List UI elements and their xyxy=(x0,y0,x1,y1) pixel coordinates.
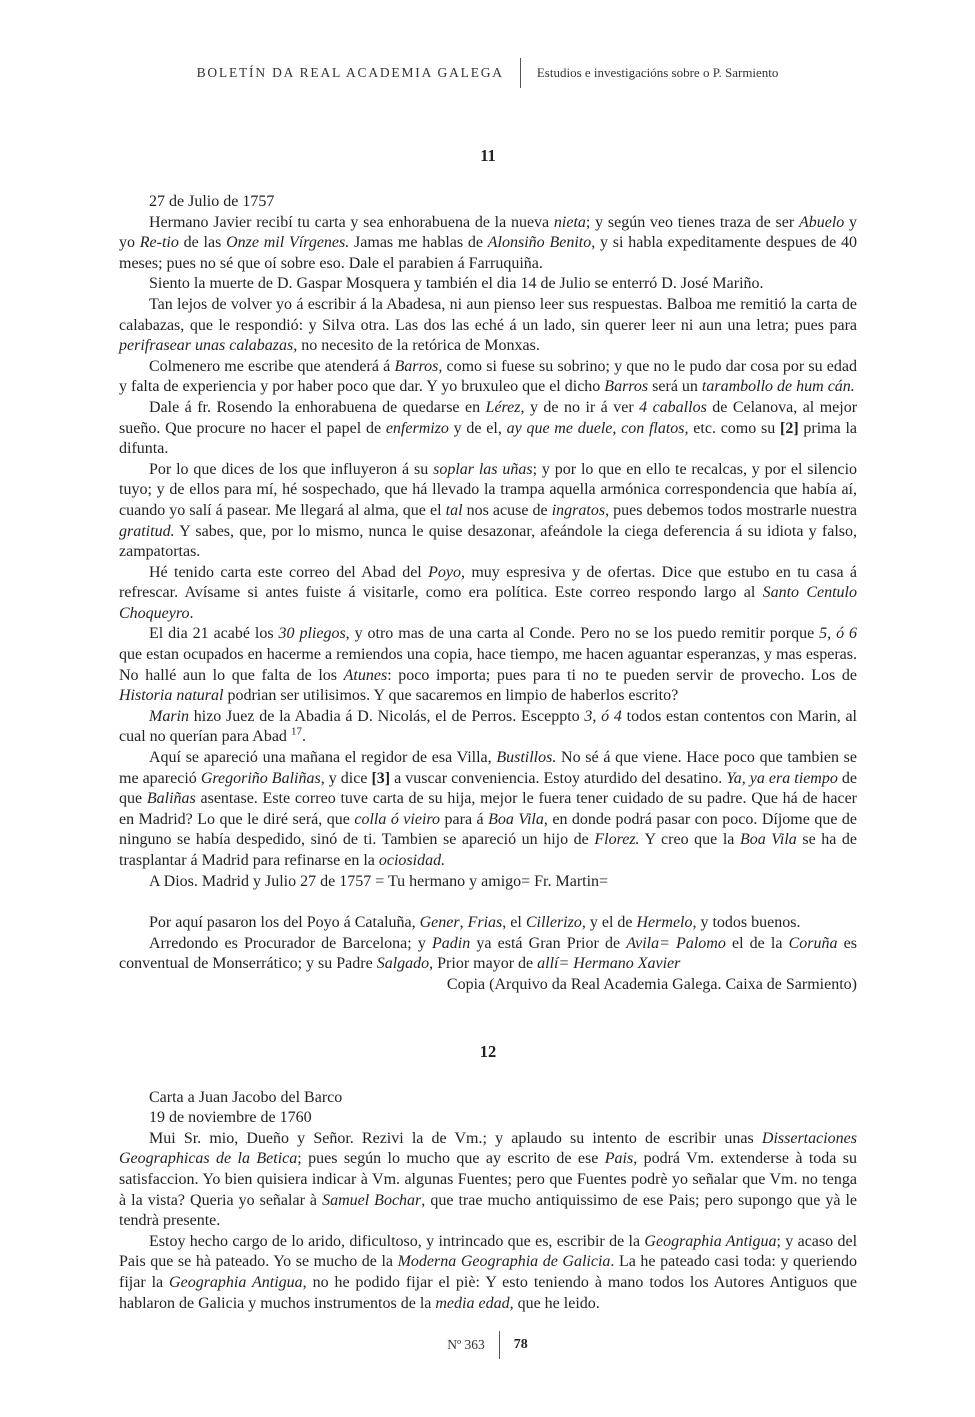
text-segment: Frias xyxy=(467,914,503,932)
letter-section xyxy=(119,146,857,996)
paragraph xyxy=(119,192,857,213)
text-segment: , que trae mucho antiquissimo de ese Pais; pero supongo que yà le tendrà presente. xyxy=(119,1191,858,1230)
text-segment: 4 caballos xyxy=(639,398,707,416)
text-segment: Santo Centulo Choqueyro xyxy=(119,584,858,622)
text-segment: El dia 21 acabé los xyxy=(149,625,279,643)
editorial-page-marker: [2] xyxy=(779,419,799,437)
page-footer xyxy=(0,1331,975,1359)
text-segment: no necesito de la retórica de Monxas. xyxy=(297,337,540,355)
text-segment: es conventual de Monserrático; y su Padre xyxy=(119,934,858,973)
text-segment: 27 de Julio de 1757 xyxy=(149,193,275,210)
editorial-page-marker: [3] xyxy=(371,769,391,787)
text-segment: . xyxy=(301,728,306,746)
text-segment: etc. como su xyxy=(688,419,780,437)
section-number: 12 xyxy=(479,1041,497,1061)
text-segment: Alonsiño Benito xyxy=(487,234,592,252)
text-segment: Marin xyxy=(149,707,189,725)
text-segment: Atunes xyxy=(343,666,388,684)
header-divider xyxy=(520,58,521,88)
series-title: Estudios e investigacións sobre o P. Sarmiento xyxy=(536,65,779,80)
text-segment: Copia (Arquivo da Real Academia Galega. Caixa de Sarmiento) xyxy=(446,975,857,993)
text-segment: , pues debemos todos mostrarle nuestra xyxy=(605,501,858,519)
text-segment: Boa Vila xyxy=(739,831,797,849)
text-segment: Gener xyxy=(419,914,460,932)
text-segment: 5, ó 6 xyxy=(819,625,858,643)
text-segment: , en donde podrá pasar con poco. Díjome que de ninguno se había despedido, sinó de ti. Tambien se apareció un hijo de xyxy=(119,810,858,849)
text-segment: , y de no ir á ver xyxy=(520,398,640,416)
text-segment: 30 pliegos xyxy=(278,625,346,643)
text-segment: Poyo xyxy=(428,563,461,581)
text-segment: ya está Gran Prior de xyxy=(470,934,627,952)
text-segment: ; pues según lo mucho que ay escrito de ese xyxy=(297,1150,605,1168)
text-segment: de Celanova, al mejor sueño. Que procure no hacer el papel de xyxy=(119,398,858,437)
text-segment: Barros xyxy=(604,378,649,396)
text-segment: nos acuse de xyxy=(462,501,552,519)
paragraph xyxy=(119,1129,857,1232)
text-segment: , que he leido. xyxy=(509,1294,600,1312)
text-segment: Avila= Palomo xyxy=(626,934,726,952)
text-segment: Ya, ya era tiempo xyxy=(726,769,838,787)
text-segment: . xyxy=(189,604,194,622)
text-segment: el de la xyxy=(725,934,789,952)
paragraph xyxy=(119,213,857,275)
text-segment: Cillerizo xyxy=(525,914,582,932)
paragraph xyxy=(119,1088,857,1109)
page-number: 78 xyxy=(513,1337,528,1352)
section-number: 11 xyxy=(480,146,496,165)
text-segment: gratitud. xyxy=(119,522,175,540)
text-segment: ay que me duele, con flatos, xyxy=(506,419,689,437)
paragraph xyxy=(119,295,857,357)
text-segment: , no he podido fijar el piè: Y esto teniendo à mano todos los Autores Antiguos que hablaron de Galicia y muchos instrumentos de la xyxy=(119,1273,858,1312)
text-segment: Geographia Antigua xyxy=(169,1273,303,1291)
paragraph xyxy=(119,274,857,295)
text-segment: podrian ser utilisimos. Y que sacaremos en limpio de haberlos escrito? xyxy=(223,687,679,705)
page-header xyxy=(0,58,975,88)
text-segment: Aquí se apareció una mañana el regidor de esa Villa, xyxy=(149,749,497,767)
text-segment: será un xyxy=(648,378,702,396)
text-segment: Samuel Bochar xyxy=(322,1191,422,1209)
text-segment: 19 de noviembre de 1760 xyxy=(149,1109,312,1127)
text-segment: Estoy hecho cargo de lo arido, dificultoso, y intrincado que es, escribir de la xyxy=(149,1232,645,1250)
text-segment: enfermizo xyxy=(385,419,449,437)
paragraph xyxy=(119,975,857,996)
text-segment: , y si habla expeditamente despues de 40 meses; pues no sé que oí sobre eso. Dale el parabien á Farruquiña. xyxy=(119,234,858,272)
text-segment: Barros, xyxy=(394,357,443,375)
text-segment: Moderna Geographia de Galicia xyxy=(397,1253,611,1271)
text-segment: Por lo que dices de los que influyeron á su xyxy=(149,460,434,478)
text-segment: todos estan contentos con Marin, al cual no querían para Abad xyxy=(119,707,857,746)
text-segment: Lérez xyxy=(485,398,521,416)
text-segment: , y el de xyxy=(581,914,637,932)
text-segment: y yo xyxy=(119,213,858,252)
text-segment: Salgado xyxy=(376,955,430,973)
paragraph xyxy=(119,1108,857,1129)
paragraph xyxy=(119,1232,857,1314)
issue-number: Nº 363 xyxy=(447,1337,485,1352)
paragraph xyxy=(119,872,857,893)
text-segment: Baliñas xyxy=(146,790,196,808)
text-segment: Carta a Juan Jacobo del Barco xyxy=(149,1088,343,1106)
text-segment: Onze mil Vírgenes. xyxy=(226,234,350,252)
text-segment: Abuelo xyxy=(798,213,845,231)
text-segment: Mui Sr. mio, Dueño y Señor. Rezivi la de Vm.; y aplaudo su intento de escribir unas xyxy=(149,1129,762,1147)
text-segment: . La he pateado casi toda: y queriendo fijar la xyxy=(119,1253,858,1291)
text-segment: Por aquí pasaron los del Poyo á Cataluña, xyxy=(149,914,420,932)
text-segment: Y creo que la xyxy=(639,831,740,849)
text-segment: , y otro mas de una carta al Conde. Pero no se los puedo remitir porque xyxy=(345,625,820,643)
text-segment: allí= Hermano Xavier xyxy=(537,955,681,973)
text-segment: Boa Vila xyxy=(488,810,544,828)
text-segment: , y dice xyxy=(320,769,372,787)
paragraph xyxy=(119,398,857,460)
text-segment: ; y según veo tienes traza de ser xyxy=(585,213,799,231)
text-segment: : poco importa; pues para ti no te pueden servir de provecho. Los de xyxy=(387,666,858,684)
text-segment: , muy espresiva y de ofertas. Dice que estubo en tu casa á refrescar. Avísame si antes fuiste á visitarle, como era política. Este correo respondo largo al xyxy=(119,563,858,602)
text-segment: Dissertaciones Geographicas de la Betica xyxy=(119,1129,857,1168)
text-segment: que estan ocupados en hacerme a remiendos una copia, hace tiempo, me hacen aguantar esperanzas, y mas esperas. No hallé aun lo que falta de los xyxy=(119,646,857,684)
text-segment: Bustillos. xyxy=(496,749,557,767)
footer-divider xyxy=(499,1331,500,1359)
paragraph xyxy=(119,460,857,563)
text-segment: para á xyxy=(440,810,489,828)
paragraph xyxy=(119,748,857,872)
journal-title: BOLETÍN DA REAL ACADEMIA GALEGA xyxy=(196,65,504,80)
text-segment: y de el, xyxy=(448,419,507,437)
text-segment: prima la difunta. xyxy=(119,419,858,458)
text-segment: de las xyxy=(178,234,227,252)
text-segment: , el xyxy=(502,914,526,932)
text-segment: , podrá Vm. extenderse à toda su satisfaccion. Yo bien quisiera indicar à Vm. algunas Fuentes; pero que Fuentes podrè yo señalar que Vm. no tenga à la vista? Queria yo señalar à xyxy=(119,1150,857,1209)
text-segment: ; y por lo que en ello te recalcas, y por el silencio tuyo; y de ellos para mí, hé sospechado, que há llevado la trampa aquella armónica correspondencia que había aí, cuando yo salí á pasear. Me llegará al alma, que el xyxy=(119,460,858,519)
text-segment: hizo Juez de la Abadia á D. Nicolás, el de Perros. Esceppto xyxy=(189,707,585,725)
text-segment: Colmenero me escribe que atenderá á xyxy=(149,357,395,375)
text-segment: , y todos buenos. xyxy=(692,914,801,932)
text-segment: Historia natural xyxy=(119,687,224,705)
text-segment: Hé tenido carta este correo del Abad del xyxy=(149,563,429,581)
text-segment: asentase. Este correo tuve carta de su hija, mejor le fuera tener cuidado de su padre. Que há de hacer en Madrid? Lo que le diré será, que xyxy=(119,790,858,828)
text-segment: Siento la muerte de D. Gaspar Mosquera y también el dia 14 de Julio se enterró D. José Mariño. xyxy=(149,275,764,293)
text-segment: ociosidad. xyxy=(378,852,446,869)
text-segment: 17 xyxy=(290,726,302,739)
text-segment: perifrasear unas calabazas, xyxy=(119,337,298,355)
text-segment: Jamas me hablas de xyxy=(349,234,488,252)
text-segment: tal xyxy=(445,501,463,519)
paragraph xyxy=(119,357,857,398)
text-segment: Coruña xyxy=(788,934,838,952)
text-segment: Tan lejos de volver yo á escribir á la Abadesa, ni aun pienso leer sus respuestas. Balboa me remitió la carta de calabazas, que le respondió: y Silva otra. Las dos las eché á un lado, sin querer leer ni aun una letra; pues para xyxy=(119,295,857,334)
paragraph xyxy=(119,707,857,748)
text-segment: Gregoriño Baliñas xyxy=(200,769,321,787)
letter-section xyxy=(119,1042,857,1315)
text-segment: a vuscar conveniencia. Estoy aturdido del desatino. xyxy=(390,769,727,787)
text-segment: Hermano Javier recibí tu carta y sea enhorabuena de la nueva xyxy=(149,213,554,231)
paragraph xyxy=(119,624,857,706)
paragraph xyxy=(119,913,857,934)
text-segment: como si fuese su sobrino; y que no le pudo dar cosa por su edad y falta de experiencia y por haber poco que dar. Y yo bruxuleo que el dicho xyxy=(119,357,858,396)
text-segment: No sé á que viene. Hace poco que tambien se me apareció xyxy=(119,749,857,787)
text-segment: media edad xyxy=(435,1294,510,1312)
text-segment: soplar las uñas xyxy=(433,460,533,478)
text-segment: Arredondo es Procurador de Barcelona; y xyxy=(149,934,433,952)
text-segment: se ha de trasplantar á Madrid para refinarse en la xyxy=(119,831,858,869)
text-segment: colla ó vieiro xyxy=(354,810,441,828)
text-segment: Pais xyxy=(604,1150,634,1168)
paragraph xyxy=(119,563,857,625)
text-segment: 3, ó 4 xyxy=(584,707,622,725)
text-segment: Geographia Antigua xyxy=(644,1232,777,1250)
text-segment: Padin xyxy=(432,934,471,952)
text-segment: ingratos xyxy=(551,501,606,519)
text-segment: A Dios. Madrid y Julio 27 de 1757 = Tu hermano y amigo= Fr. Martin= xyxy=(149,872,609,890)
text-segment: Florez. xyxy=(594,831,640,849)
document-body xyxy=(119,146,857,1314)
text-segment: , xyxy=(459,914,468,932)
text-segment: tarambollo de hum cán. xyxy=(701,378,855,396)
paragraph xyxy=(119,934,857,975)
text-segment: Dale á fr. Rosendo la enhorabuena de quedarse en xyxy=(149,398,486,416)
text-segment: Hermelo xyxy=(636,914,693,932)
text-segment: nieta xyxy=(553,213,586,231)
text-segment: ; y acaso del Pais que se hà pateado. Yo se mucho de la xyxy=(119,1232,858,1271)
text-segment: de que xyxy=(119,769,857,808)
text-segment: , Prior mayor de xyxy=(429,955,538,973)
text-segment: Y sabes, que, por lo mismo, nunca le quise desazonar, afeándole la ciega deferencia á su idiota y falso, zampatortas. xyxy=(119,522,857,561)
text-segment: Re-tio xyxy=(139,234,179,252)
